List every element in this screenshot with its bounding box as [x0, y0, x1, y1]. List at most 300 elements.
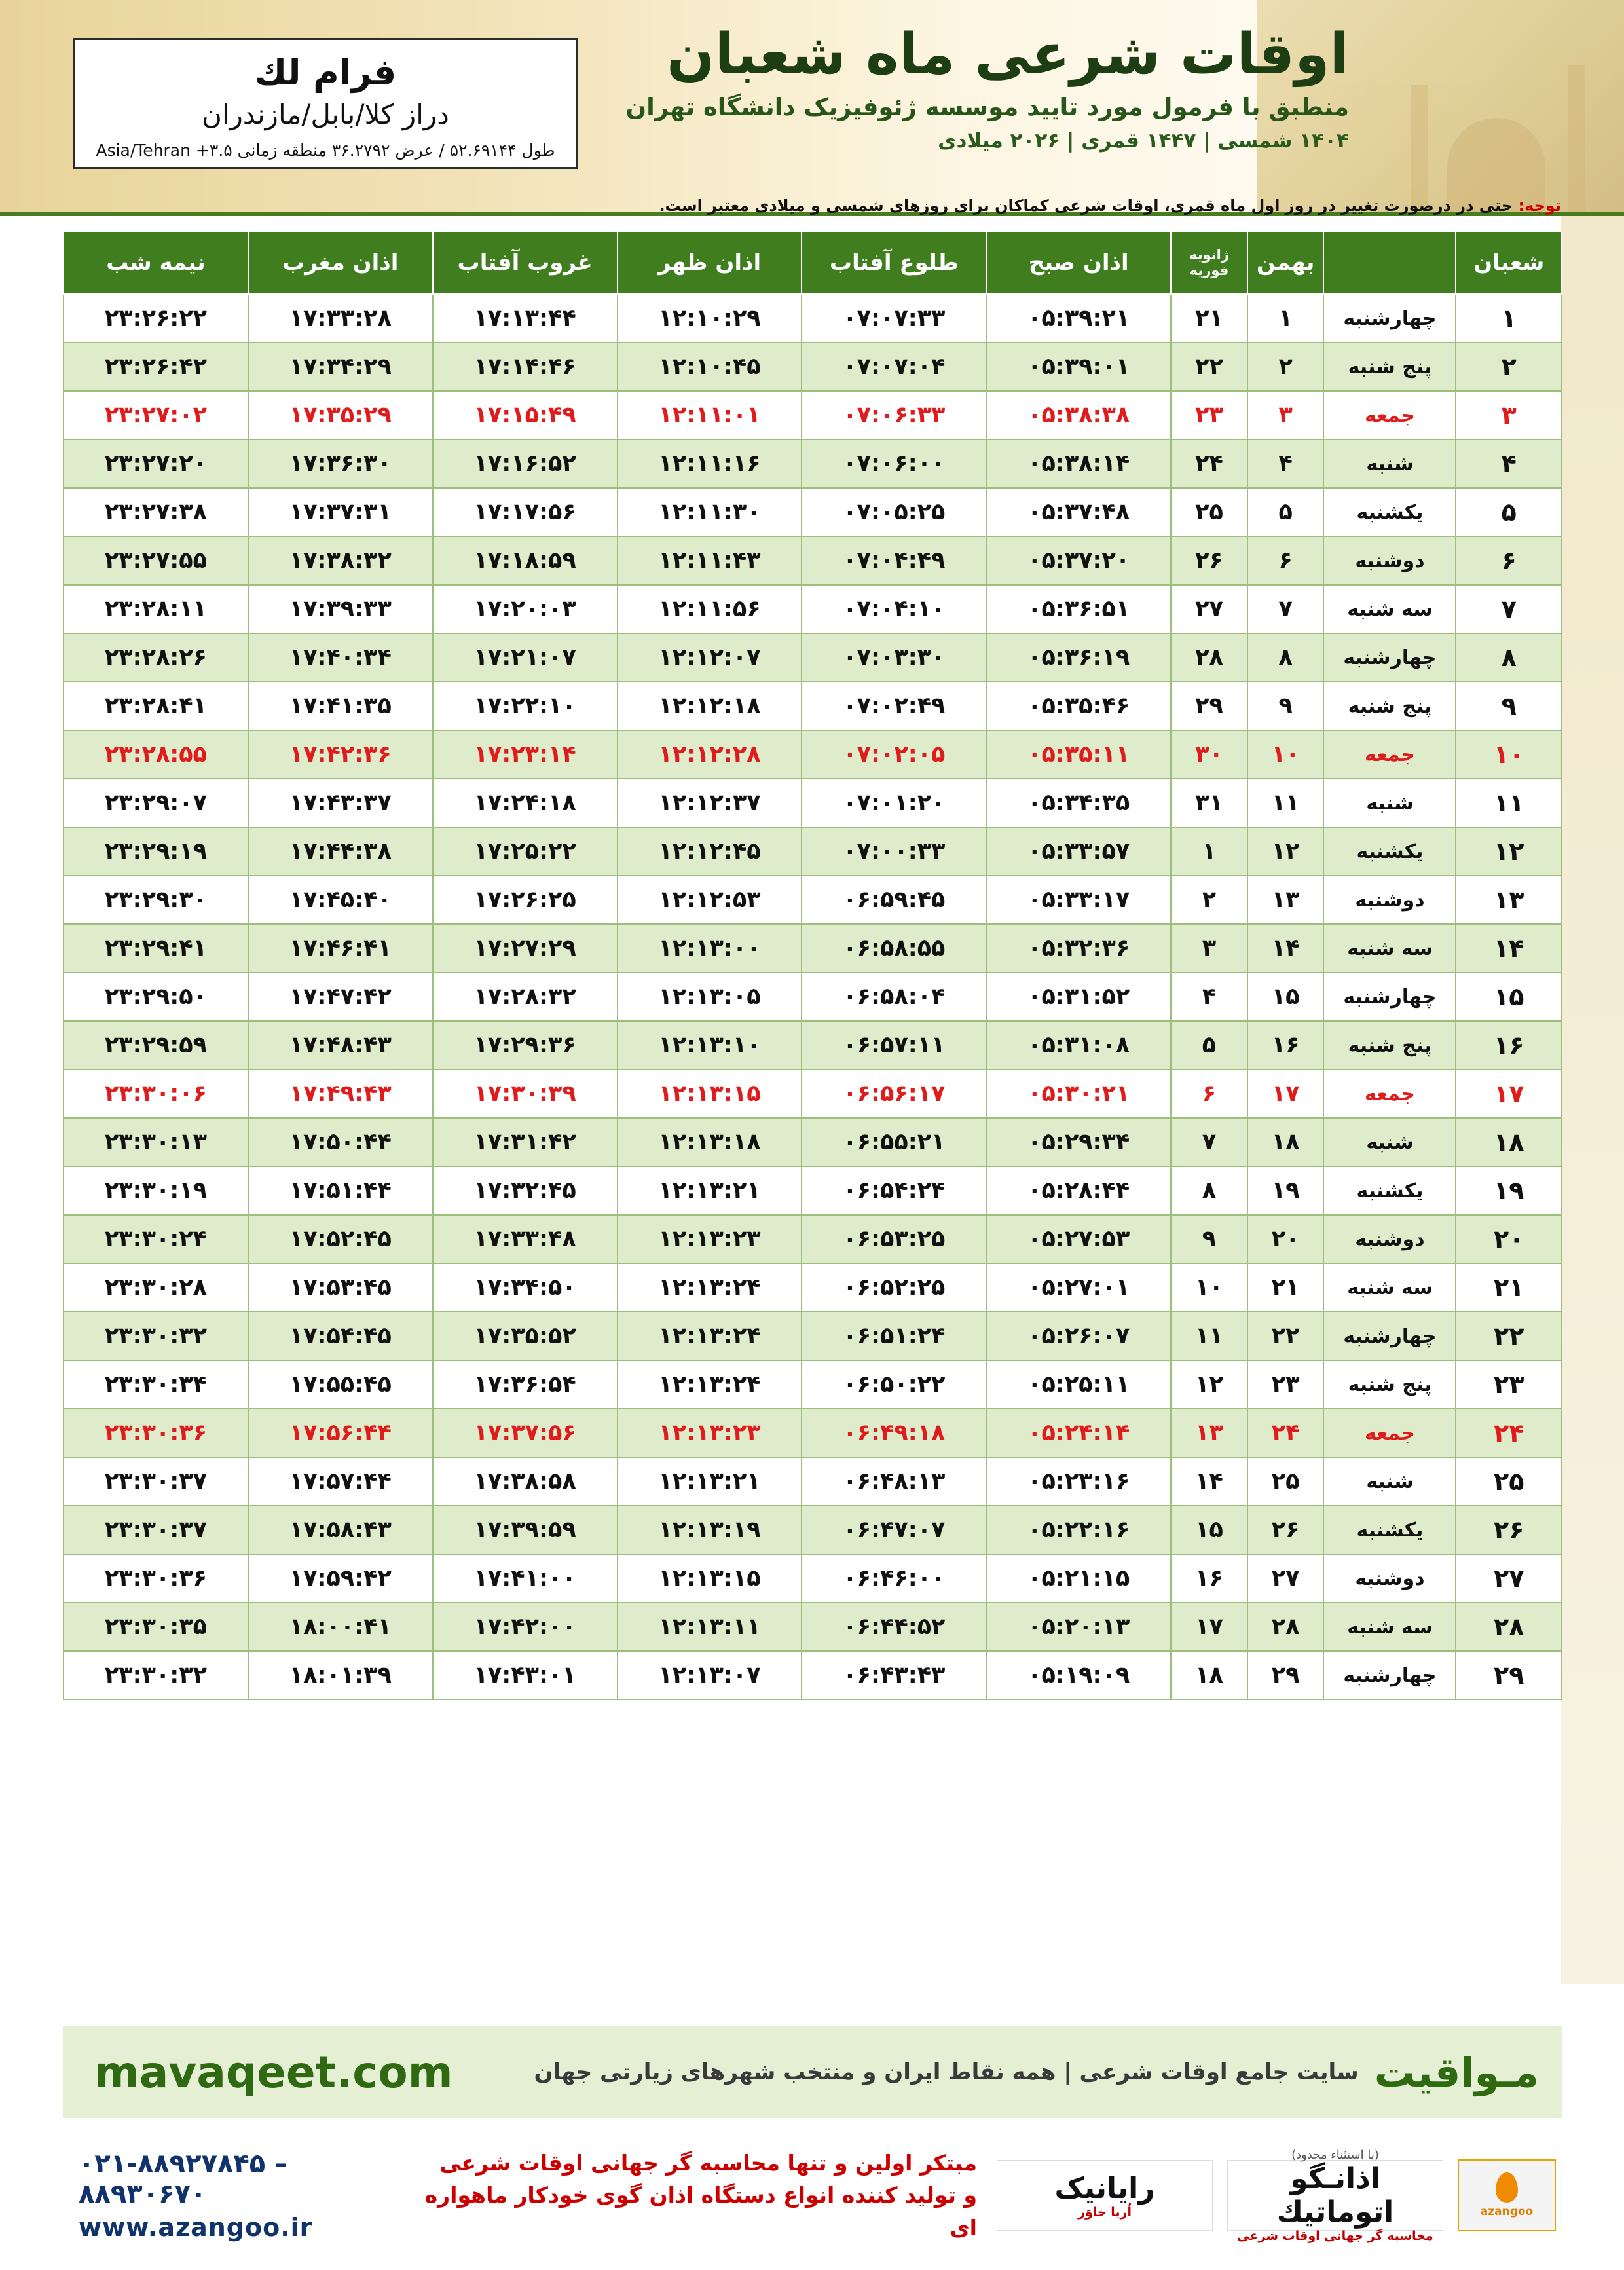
cell-gregorian: ۹ — [1171, 1215, 1247, 1263]
cell-midnight: ۲۳:۳۰:۳۶ — [64, 1554, 248, 1603]
cell-dhuhr: ۱۲:۱۳:۰۰ — [618, 924, 802, 973]
cell-sunset: ۱۷:۲۶:۲۵ — [433, 876, 618, 924]
cell-sunset: ۱۷:۳۶:۵۴ — [433, 1360, 618, 1409]
azangoo-brand-block — [1227, 2148, 1443, 2243]
cell-shaban: ۲۷ — [1456, 1554, 1562, 1603]
col-gregorian: ژانویه فوریه — [1171, 231, 1247, 294]
cell-sunset: ۱۷:۴۳:۰۱ — [433, 1651, 618, 1700]
cell-sunrise: ۰۷:۰۶:۳۳ — [802, 391, 986, 439]
cell-bahman: ۲۴ — [1247, 1409, 1324, 1457]
cell-fajr: ۰۵:۳۱:۰۸ — [986, 1021, 1171, 1070]
cell-fajr: ۰۵:۳۲:۳۶ — [986, 924, 1171, 973]
cell-gregorian: ۱۶ — [1171, 1554, 1247, 1603]
cell-midnight: ۲۳:۲۸:۴۱ — [64, 682, 248, 730]
city-info-box — [73, 38, 578, 169]
cell-sunset: ۱۷:۳۲:۴۵ — [433, 1166, 618, 1215]
cell-weekday: یکشنبه — [1323, 827, 1456, 876]
cell-fajr: ۰۵:۳۰:۲۱ — [986, 1070, 1171, 1118]
cell-fajr: ۰۵:۳۹:۰۱ — [986, 343, 1171, 391]
cell-dhuhr: ۱۲:۱۱:۵۶ — [618, 585, 802, 633]
footer-logos — [997, 2148, 1562, 2243]
cell-sunrise: ۰۷:۰۱:۲۰ — [802, 779, 986, 827]
table-row — [64, 1215, 1562, 1263]
table-row — [64, 1360, 1562, 1409]
cell-gregorian: ۲۳ — [1171, 391, 1247, 439]
cell-fajr: ۰۵:۳۵:۱۱ — [986, 730, 1171, 779]
cell-sunset: ۱۷:۲۱:۰۷ — [433, 633, 618, 682]
cell-dhuhr: ۱۲:۱۲:۵۳ — [618, 876, 802, 924]
cell-shaban: ۱۱ — [1456, 779, 1562, 827]
cell-sunrise: ۰۶:۵۵:۲۱ — [802, 1118, 986, 1166]
table-row — [64, 779, 1562, 827]
cell-maghrib: ۱۷:۵۵:۴۵ — [248, 1360, 433, 1409]
cell-sunrise: ۰۷:۰۷:۰۴ — [802, 343, 986, 391]
cell-sunrise: ۰۷:۰۰:۳۳ — [802, 827, 986, 876]
cell-fajr: ۰۵:۲۰:۱۳ — [986, 1603, 1171, 1651]
table-row — [64, 730, 1562, 779]
side-decoration — [1561, 216, 1624, 1984]
cell-sunset: ۱۷:۲۳:۱۴ — [433, 730, 618, 779]
cell-weekday: سه شنبه — [1323, 1263, 1456, 1312]
col-bahman: بهمن — [1247, 231, 1324, 294]
cell-dhuhr: ۱۲:۱۰:۴۵ — [618, 343, 802, 391]
cell-gregorian: ۲۲ — [1171, 343, 1247, 391]
cell-sunrise: ۰۷:۰۶:۰۰ — [802, 439, 986, 488]
cell-fajr: ۰۵:۳۷:۲۰ — [986, 536, 1171, 585]
cell-shaban: ۳ — [1456, 391, 1562, 439]
cell-dhuhr: ۱۲:۱۳:۱۵ — [618, 1554, 802, 1603]
cell-sunrise: ۰۶:۵۸:۵۵ — [802, 924, 986, 973]
cell-bahman: ۱۵ — [1247, 973, 1324, 1021]
cell-fajr: ۰۵:۳۸:۱۴ — [986, 439, 1171, 488]
cell-gregorian: ۱۸ — [1171, 1651, 1247, 1700]
cell-maghrib: ۱۸:۰۱:۳۹ — [248, 1651, 433, 1700]
col-sunrise: طلوع آفتاب — [802, 231, 986, 294]
cell-maghrib: ۱۷:۴۱:۳۵ — [248, 682, 433, 730]
cell-midnight: ۲۳:۲۹:۳۰ — [64, 876, 248, 924]
table-header-row — [64, 231, 1562, 294]
cell-sunset: ۱۷:۳۴:۵۰ — [433, 1263, 618, 1312]
cell-gregorian: ۲۴ — [1171, 439, 1247, 488]
footer-red-line-1: مبتکر اولین و تنها محاسبه گر جهانی اوقات شرعی — [439, 2149, 977, 2176]
cell-dhuhr: ۱۲:۱۳:۲۳ — [618, 1409, 802, 1457]
cell-maghrib: ۱۷:۴۶:۴۱ — [248, 924, 433, 973]
cell-shaban: ۲۶ — [1456, 1506, 1562, 1554]
cell-gregorian: ۱۱ — [1171, 1312, 1247, 1360]
cell-sunrise: ۰۶:۵۳:۲۵ — [802, 1215, 986, 1263]
cell-bahman: ۱ — [1247, 294, 1324, 343]
cell-gregorian: ۳۱ — [1171, 779, 1247, 827]
cell-sunrise: ۰۷:۰۲:۴۹ — [802, 682, 986, 730]
partner-logo-block — [997, 2160, 1213, 2231]
cell-sunrise: ۰۶:۵۲:۲۵ — [802, 1263, 986, 1312]
cell-sunrise: ۰۶:۵۰:۲۲ — [802, 1360, 986, 1409]
cell-sunrise: ۰۷:۰۲:۰۵ — [802, 730, 986, 779]
table-row — [64, 682, 1562, 730]
cell-midnight: ۲۳:۳۰:۳۴ — [64, 1360, 248, 1409]
cell-weekday: پنج شنبه — [1323, 1360, 1456, 1409]
cell-maghrib: ۱۷:۵۹:۴۲ — [248, 1554, 433, 1603]
cell-midnight: ۲۳:۳۰:۳۷ — [64, 1506, 248, 1554]
cell-bahman: ۱۴ — [1247, 924, 1324, 973]
cell-bahman: ۱۸ — [1247, 1118, 1324, 1166]
cell-midnight: ۲۳:۲۶:۴۲ — [64, 343, 248, 391]
page-subtitle: منطبق با فرمول مورد تایید موسسه ژئوفیزیک دانشگاه تهران — [625, 93, 1349, 122]
cell-sunrise: ۰۶:۴۹:۱۸ — [802, 1409, 986, 1457]
cell-bahman: ۲۳ — [1247, 1360, 1324, 1409]
table-row — [64, 391, 1562, 439]
cell-gregorian: ۳ — [1171, 924, 1247, 973]
cell-gregorian: ۷ — [1171, 1118, 1247, 1166]
cell-midnight: ۲۳:۲۷:۰۲ — [64, 391, 248, 439]
cell-shaban: ۱۰ — [1456, 730, 1562, 779]
cell-fajr: ۰۵:۳۱:۵۲ — [986, 973, 1171, 1021]
cell-fajr: ۰۵:۳۴:۳۵ — [986, 779, 1171, 827]
cell-fajr: ۰۵:۲۱:۱۵ — [986, 1554, 1171, 1603]
cell-bahman: ۸ — [1247, 633, 1324, 682]
cell-sunset: ۱۷:۳۱:۴۲ — [433, 1118, 618, 1166]
cell-fajr: ۰۵:۲۷:۵۳ — [986, 1215, 1171, 1263]
cell-maghrib: ۱۷:۳۸:۳۲ — [248, 536, 433, 585]
cell-midnight: ۲۳:۳۰:۳۶ — [64, 1409, 248, 1457]
cell-sunset: ۱۷:۳۰:۳۹ — [433, 1070, 618, 1118]
cell-weekday: چهارشنبه — [1323, 1651, 1456, 1700]
cell-gregorian: ۱۲ — [1171, 1360, 1247, 1409]
minaret-icon — [1568, 65, 1585, 216]
cell-maghrib: ۱۷:۴۳:۳۷ — [248, 779, 433, 827]
cell-shaban: ۷ — [1456, 585, 1562, 633]
cell-fajr: ۰۵:۳۹:۲۱ — [986, 294, 1171, 343]
city-name: فرام لك — [254, 52, 397, 93]
table-row — [64, 343, 1562, 391]
cell-weekday: دوشنبه — [1323, 1554, 1456, 1603]
cell-sunrise: ۰۶:۴۳:۴۳ — [802, 1651, 986, 1700]
city-coordinates: طول ۵۲.۶۹۱۴۴ / عرض ۳۶.۲۷۹۲ منطقه زمانی ۳.۵+ Asia/Tehran — [96, 141, 555, 160]
cell-bahman: ۲ — [1247, 343, 1324, 391]
table-row — [64, 585, 1562, 633]
cell-bahman: ۱۹ — [1247, 1166, 1324, 1215]
page-header — [0, 0, 1624, 216]
cell-sunrise: ۰۷:۰۵:۲۵ — [802, 488, 986, 536]
footer-bottom — [63, 2136, 1562, 2254]
cell-sunrise: ۰۶:۵۶:۱۷ — [802, 1070, 986, 1118]
cell-maghrib: ۱۷:۳۳:۲۸ — [248, 294, 433, 343]
cell-weekday: شنبه — [1323, 439, 1456, 488]
cell-midnight: ۲۳:۳۰:۲۴ — [64, 1215, 248, 1263]
cell-weekday: دوشنبه — [1323, 876, 1456, 924]
cell-weekday: سه شنبه — [1323, 1603, 1456, 1651]
footer-website-link[interactable]: mavaqeet.com — [94, 2047, 453, 2098]
footer-red-text — [412, 2147, 977, 2244]
cell-gregorian: ۲۷ — [1171, 585, 1247, 633]
cell-dhuhr: ۱۲:۱۲:۱۸ — [618, 682, 802, 730]
cell-dhuhr: ۱۲:۱۳:۰۷ — [618, 1651, 802, 1700]
cell-sunset: ۱۷:۳۸:۵۸ — [433, 1457, 618, 1506]
cell-weekday: شنبه — [1323, 1457, 1456, 1506]
col-fajr: اذان صبح — [986, 231, 1171, 294]
notice-text — [62, 196, 1561, 215]
table-row — [64, 827, 1562, 876]
cell-shaban: ۱۴ — [1456, 924, 1562, 973]
cell-maghrib: ۱۷:۴۲:۳۶ — [248, 730, 433, 779]
cell-dhuhr: ۱۲:۱۲:۰۷ — [618, 633, 802, 682]
azangoo-brand-note: (با استثناء محدود) — [1291, 2148, 1379, 2162]
table-row — [64, 924, 1562, 973]
cell-midnight: ۲۳:۲۹:۴۱ — [64, 924, 248, 973]
cell-fajr: ۰۵:۲۶:۰۷ — [986, 1312, 1171, 1360]
partner-name: رایانیک — [1054, 2171, 1155, 2205]
cell-shaban: ۲۵ — [1456, 1457, 1562, 1506]
cell-sunset: ۱۷:۳۵:۵۲ — [433, 1312, 618, 1360]
page-footer — [0, 2008, 1624, 2270]
cell-maghrib: ۱۷:۳۵:۲۹ — [248, 391, 433, 439]
cell-dhuhr: ۱۲:۱۳:۱۸ — [618, 1118, 802, 1166]
cell-maghrib: ۱۷:۵۷:۴۴ — [248, 1457, 433, 1506]
flame-icon — [1496, 2172, 1518, 2203]
cell-dhuhr: ۱۲:۱۳:۱۹ — [618, 1506, 802, 1554]
cell-shaban: ۱۹ — [1456, 1166, 1562, 1215]
cell-midnight: ۲۳:۳۰:۳۵ — [64, 1603, 248, 1651]
cell-fajr: ۰۵:۲۲:۱۶ — [986, 1506, 1171, 1554]
cell-midnight: ۲۳:۲۹:۰۷ — [64, 779, 248, 827]
cell-gregorian: ۲ — [1171, 876, 1247, 924]
cell-shaban: ۴ — [1456, 439, 1562, 488]
cell-sunset: ۱۷:۱۸:۵۹ — [433, 536, 618, 585]
table-row — [64, 1312, 1562, 1360]
table-row — [64, 439, 1562, 488]
cell-dhuhr: ۱۲:۱۲:۴۵ — [618, 827, 802, 876]
cell-shaban: ۸ — [1456, 633, 1562, 682]
cell-bahman: ۲۶ — [1247, 1506, 1324, 1554]
cell-sunset: ۱۷:۳۳:۴۸ — [433, 1215, 618, 1263]
table-row — [64, 1409, 1562, 1457]
cell-midnight: ۲۳:۲۹:۵۹ — [64, 1021, 248, 1070]
cell-gregorian: ۲۱ — [1171, 294, 1247, 343]
cell-shaban: ۱۲ — [1456, 827, 1562, 876]
cell-sunrise: ۰۶:۴۷:۰۷ — [802, 1506, 986, 1554]
cell-sunrise: ۰۶:۴۶:۰۰ — [802, 1554, 986, 1603]
cell-dhuhr: ۱۲:۱۳:۲۴ — [618, 1263, 802, 1312]
table-row — [64, 1603, 1562, 1651]
azangoo-logo-label: azangoo — [1480, 2205, 1534, 2218]
cell-midnight: ۲۳:۳۰:۲۸ — [64, 1263, 248, 1312]
table-row — [64, 973, 1562, 1021]
cell-shaban: ۲۴ — [1456, 1409, 1562, 1457]
cell-dhuhr: ۱۲:۱۱:۰۱ — [618, 391, 802, 439]
cell-sunset: ۱۷:۲۹:۳۶ — [433, 1021, 618, 1070]
cell-maghrib: ۱۷:۳۶:۳۰ — [248, 439, 433, 488]
cell-sunrise: ۰۷:۰۳:۳۰ — [802, 633, 986, 682]
cell-weekday: پنج شنبه — [1323, 682, 1456, 730]
cell-bahman: ۱۲ — [1247, 827, 1324, 876]
cell-dhuhr: ۱۲:۱۲:۲۸ — [618, 730, 802, 779]
cell-bahman: ۱۷ — [1247, 1070, 1324, 1118]
table-row — [64, 1166, 1562, 1215]
cell-shaban: ۲۱ — [1456, 1263, 1562, 1312]
cell-sunset: ۱۷:۱۶:۵۲ — [433, 439, 618, 488]
cell-midnight: ۲۳:۲۸:۵۵ — [64, 730, 248, 779]
cell-weekday: دوشنبه — [1323, 1215, 1456, 1263]
cell-sunset: ۱۷:۲۰:۰۳ — [433, 585, 618, 633]
cell-maghrib: ۱۷:۵۸:۴۳ — [248, 1506, 433, 1554]
cell-weekday: یکشنبه — [1323, 488, 1456, 536]
col-sunset: غروب آفتاب — [433, 231, 618, 294]
col-weekday — [1323, 231, 1456, 294]
table-row — [64, 1457, 1562, 1506]
cell-sunrise: ۰۷:۰۴:۱۰ — [802, 585, 986, 633]
cell-midnight: ۲۳:۲۷:۳۸ — [64, 488, 248, 536]
cell-fajr: ۰۵:۳۶:۵۱ — [986, 585, 1171, 633]
cell-weekday: دوشنبه — [1323, 536, 1456, 585]
cell-fajr: ۰۵:۲۸:۴۴ — [986, 1166, 1171, 1215]
cell-fajr: ۰۵:۱۹:۰۹ — [986, 1651, 1171, 1700]
cell-bahman: ۲۹ — [1247, 1651, 1324, 1700]
table-row — [64, 1506, 1562, 1554]
cell-dhuhr: ۱۲:۱۳:۲۴ — [618, 1360, 802, 1409]
cell-shaban: ۲۳ — [1456, 1360, 1562, 1409]
cell-weekday: چهارشنبه — [1323, 1312, 1456, 1360]
col-shaban: شعبان — [1456, 231, 1562, 294]
cell-dhuhr: ۱۲:۱۳:۰۵ — [618, 973, 802, 1021]
cell-gregorian: ۳۰ — [1171, 730, 1247, 779]
cell-shaban: ۱ — [1456, 294, 1562, 343]
cell-bahman: ۹ — [1247, 682, 1324, 730]
cell-gregorian: ۲۹ — [1171, 682, 1247, 730]
cell-weekday: پنج شنبه — [1323, 343, 1456, 391]
city-region: دراز كلا/بابل/مازندران — [202, 98, 449, 130]
cell-dhuhr: ۱۲:۱۲:۳۷ — [618, 779, 802, 827]
cell-weekday: یکشنبه — [1323, 1166, 1456, 1215]
cell-sunset: ۱۷:۲۸:۳۲ — [433, 973, 618, 1021]
cell-dhuhr: ۱۲:۱۳:۱۰ — [618, 1021, 802, 1070]
cell-sunset: ۱۷:۳۹:۵۹ — [433, 1506, 618, 1554]
cell-midnight: ۲۳:۳۰:۳۷ — [64, 1457, 248, 1506]
cell-dhuhr: ۱۲:۱۱:۴۳ — [618, 536, 802, 585]
cell-bahman: ۱۱ — [1247, 779, 1324, 827]
azangoo-brand-name: اذانـگو اتوماتیك — [1276, 2161, 1394, 2229]
year-line: ۱۴۰۴ شمسی | ۱۴۴۷ قمری | ۲۰۲۶ میلادی — [938, 129, 1349, 153]
cell-gregorian: ۱ — [1171, 827, 1247, 876]
cell-sunrise: ۰۶:۵۱:۲۴ — [802, 1312, 986, 1360]
cell-sunset: ۱۷:۲۲:۱۰ — [433, 682, 618, 730]
cell-dhuhr: ۱۲:۱۱:۱۶ — [618, 439, 802, 488]
cell-midnight: ۲۳:۳۰:۰۶ — [64, 1070, 248, 1118]
footer-brand: مـواقیت — [1374, 2048, 1539, 2096]
cell-fajr: ۰۵:۳۸:۳۸ — [986, 391, 1171, 439]
cell-fajr: ۰۵:۲۳:۱۶ — [986, 1457, 1171, 1506]
cell-weekday: شنبه — [1323, 779, 1456, 827]
azangoo-logo-icon — [1458, 2159, 1556, 2231]
cell-weekday: چهارشنبه — [1323, 973, 1456, 1021]
prayer-times-table — [63, 231, 1562, 1700]
cell-bahman: ۷ — [1247, 585, 1324, 633]
footer-red-line-2: و تولید کننده انواع دستگاه اذان گوی خودکار ماهواره ای — [424, 2182, 977, 2241]
cell-dhuhr: ۱۲:۱۱:۳۰ — [618, 488, 802, 536]
cell-midnight: ۲۳:۲۶:۲۲ — [64, 294, 248, 343]
cell-gregorian: ۴ — [1171, 973, 1247, 1021]
cell-sunset: ۱۷:۳۷:۵۶ — [433, 1409, 618, 1457]
cell-weekday: یکشنبه — [1323, 1506, 1456, 1554]
cell-sunrise: ۰۶:۴۸:۱۳ — [802, 1457, 986, 1506]
notice-body: حتی در درصورت تغییر در روز اول ماه قمری، اوقات شرعی کماکان برای روزهای شمسی و میلادی معتبر است. — [659, 196, 1513, 215]
cell-midnight: ۲۳:۲۷:۵۵ — [64, 536, 248, 585]
col-dhuhr: اذان ظهر — [618, 231, 802, 294]
cell-maghrib: ۱۷:۴۴:۳۸ — [248, 827, 433, 876]
footer-banner — [63, 2026, 1562, 2118]
cell-bahman: ۱۳ — [1247, 876, 1324, 924]
cell-sunset: ۱۷:۱۷:۵۶ — [433, 488, 618, 536]
cell-bahman: ۲۵ — [1247, 1457, 1324, 1506]
cell-dhuhr: ۱۲:۱۳:۱۵ — [618, 1070, 802, 1118]
cell-sunrise: ۰۶:۵۴:۲۴ — [802, 1166, 986, 1215]
cell-midnight: ۲۳:۲۷:۲۰ — [64, 439, 248, 488]
table-row — [64, 1554, 1562, 1603]
cell-shaban: ۱۳ — [1456, 876, 1562, 924]
cell-shaban: ۵ — [1456, 488, 1562, 536]
cell-maghrib: ۱۷:۴۰:۳۴ — [248, 633, 433, 682]
cell-weekday: چهارشنبه — [1323, 633, 1456, 682]
cell-maghrib: ۱۷:۵۳:۴۵ — [248, 1263, 433, 1312]
col-maghrib: اذان مغرب — [248, 231, 433, 294]
table-row — [64, 1118, 1562, 1166]
cell-weekday: شنبه — [1323, 1118, 1456, 1166]
cell-fajr: ۰۵:۲۷:۰۱ — [986, 1263, 1171, 1312]
table-row — [64, 876, 1562, 924]
cell-shaban: ۹ — [1456, 682, 1562, 730]
cell-maghrib: ۱۷:۴۷:۴۲ — [248, 973, 433, 1021]
cell-shaban: ۱۸ — [1456, 1118, 1562, 1166]
cell-gregorian: ۸ — [1171, 1166, 1247, 1215]
cell-fajr: ۰۵:۳۳:۱۷ — [986, 876, 1171, 924]
cell-weekday: جمعه — [1323, 1070, 1456, 1118]
cell-midnight: ۲۳:۲۸:۲۶ — [64, 633, 248, 682]
cell-gregorian: ۱۰ — [1171, 1263, 1247, 1312]
table-row — [64, 1651, 1562, 1700]
partner-sub: اُریا خاوَر — [1078, 2205, 1132, 2220]
cell-shaban: ۱۷ — [1456, 1070, 1562, 1118]
cell-gregorian: ۱۴ — [1171, 1457, 1247, 1506]
cell-maghrib: ۱۷:۵۲:۴۵ — [248, 1215, 433, 1263]
cell-midnight: ۲۳:۳۰:۳۲ — [64, 1312, 248, 1360]
cell-bahman: ۵ — [1247, 488, 1324, 536]
cell-sunset: ۱۷:۲۷:۲۹ — [433, 924, 618, 973]
footer-azangoo-url[interactable]: www.azangoo.ir — [79, 2213, 313, 2242]
cell-dhuhr: ۱۲:۱۳:۲۳ — [618, 1215, 802, 1263]
cell-weekday: سه شنبه — [1323, 585, 1456, 633]
cell-fajr: ۰۵:۲۵:۱۱ — [986, 1360, 1171, 1409]
cell-weekday: جمعه — [1323, 730, 1456, 779]
cell-gregorian: ۱۵ — [1171, 1506, 1247, 1554]
prayer-times-table-wrap — [63, 231, 1562, 1700]
cell-dhuhr: ۱۲:۱۳:۲۱ — [618, 1166, 802, 1215]
cell-bahman: ۲۸ — [1247, 1603, 1324, 1651]
cell-sunset: ۱۷:۱۵:۴۹ — [433, 391, 618, 439]
cell-dhuhr: ۱۲:۱۳:۲۴ — [618, 1312, 802, 1360]
cell-weekday: جمعه — [1323, 391, 1456, 439]
cell-sunrise: ۰۶:۵۷:۱۱ — [802, 1021, 986, 1070]
cell-sunrise: ۰۶:۵۸:۰۴ — [802, 973, 986, 1021]
cell-maghrib: ۱۷:۵۴:۴۵ — [248, 1312, 433, 1360]
cell-maghrib: ۱۷:۵۰:۴۴ — [248, 1118, 433, 1166]
cell-sunrise: ۰۶:۴۴:۵۲ — [802, 1603, 986, 1651]
azangoo-brand-sub: محاسبه گر جهانی اوقات شرعی — [1237, 2228, 1433, 2243]
cell-weekday: سه شنبه — [1323, 924, 1456, 973]
cell-sunrise: ۰۷:۰۴:۴۹ — [802, 536, 986, 585]
cell-gregorian: ۲۵ — [1171, 488, 1247, 536]
cell-fajr: ۰۵:۲۹:۳۴ — [986, 1118, 1171, 1166]
cell-gregorian: ۶ — [1171, 1070, 1247, 1118]
cell-maghrib: ۱۷:۴۸:۴۳ — [248, 1021, 433, 1070]
